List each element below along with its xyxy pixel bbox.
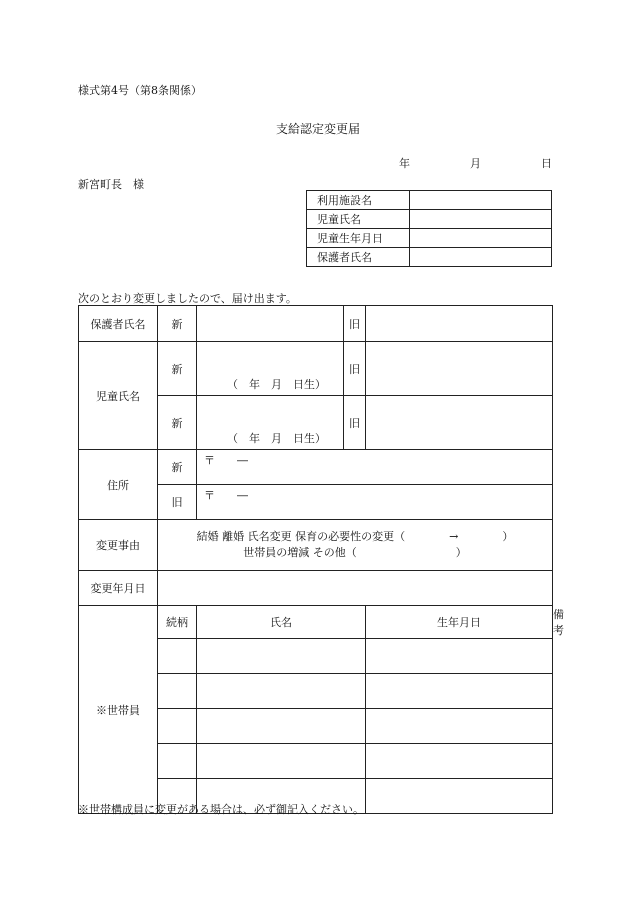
household-birthdate-cell[interactable] xyxy=(366,639,553,674)
address-label: 住所 xyxy=(79,450,158,520)
household-name-cell[interactable] xyxy=(197,744,366,779)
date-month: 月 xyxy=(470,157,481,170)
address-old-value[interactable] xyxy=(197,485,553,520)
reason-label: 変更事由 xyxy=(79,520,158,571)
household-header-relationship: 続柄 xyxy=(158,606,197,639)
household-name-cell[interactable] xyxy=(197,674,366,709)
household-relationship-cell[interactable] xyxy=(158,744,197,779)
info-value-child-name[interactable] xyxy=(410,210,552,229)
info-value-guardian-name[interactable] xyxy=(410,248,552,267)
applicant-info-table xyxy=(306,190,552,267)
info-label-facility: 利用施設名 xyxy=(307,191,410,210)
guardian-new-value[interactable] xyxy=(197,306,344,342)
address-old-label: 旧 xyxy=(158,485,197,520)
info-value-child-birthdate[interactable] xyxy=(410,229,552,248)
household-birthdate-cell[interactable] xyxy=(366,779,553,814)
child-old-label-2: 旧 xyxy=(344,396,366,450)
date-day: 日 xyxy=(541,157,552,170)
address-new-label: 新 xyxy=(158,450,197,485)
footnote: ※世帯構成員に変更がある場合は、必ず御記入ください。 xyxy=(78,803,364,816)
change-date-value[interactable] xyxy=(158,571,553,606)
info-value-facility[interactable] xyxy=(410,191,552,210)
addressee: 新宮町長 様 xyxy=(78,178,144,191)
guardian-name-label: 保護者氏名 xyxy=(79,306,158,342)
household-header-name: 氏名 xyxy=(197,606,366,639)
form-title: 支給認定変更届 xyxy=(276,122,361,136)
household-relationship-cell[interactable] xyxy=(158,639,197,674)
guardian-new-label: 新 xyxy=(158,306,197,342)
info-label-child-name: 児童氏名 xyxy=(307,210,410,229)
reason-line-2: 世帯員の増減 その他（ ） xyxy=(243,546,467,559)
household-name-cell[interactable] xyxy=(197,709,366,744)
household-name-cell[interactable] xyxy=(197,639,366,674)
form-number: 様式第4号（第8条関係） xyxy=(78,84,202,97)
postal-mark-old: 〒 ― xyxy=(204,489,248,502)
child-birth-text-1: （ 年 月 日生） xyxy=(227,378,326,391)
change-form-table: 保護者氏名 新 旧 児童氏名 新 （ 年 月 日生） 旧 新 （ 年 月 日生） 旧 住所 新 〒 ― 旧 〒 ― 変更事由 結婚 離婚 氏名変更 保育の必要性の変更（ → ） 世帯員の増減 その他（ ） 変更年月日 ※世帯員 続柄 氏名 生年月日 備考 xyxy=(78,305,553,814)
child-old-label-1: 旧 xyxy=(344,342,366,396)
child-name-label: 児童氏名 xyxy=(79,342,158,450)
household-birthdate-cell[interactable] xyxy=(366,674,553,709)
reason-line-1: 結婚 離婚 氏名変更 保育の必要性の変更（ → ） xyxy=(196,530,514,543)
household-relationship-cell[interactable] xyxy=(158,709,197,744)
child-birth-text-2: （ 年 月 日生） xyxy=(227,432,326,445)
guardian-old-value[interactable] xyxy=(366,306,553,342)
info-label-guardian-name: 保護者氏名 xyxy=(307,248,410,267)
child-new-value-2[interactable] xyxy=(197,396,344,450)
child-new-label-2: 新 xyxy=(158,396,197,450)
date-year: 年 xyxy=(399,157,410,170)
child-old-value-2[interactable] xyxy=(366,396,553,450)
household-birthdate-cell[interactable] xyxy=(366,709,553,744)
address-new-value[interactable] xyxy=(197,450,553,485)
household-birthdate-cell[interactable] xyxy=(366,744,553,779)
change-date-label: 変更年月日 xyxy=(79,571,158,606)
reason-options[interactable] xyxy=(158,520,553,571)
household-label: ※世帯員 xyxy=(79,606,158,814)
intro-text: 次のとおり変更しましたので、届け出ます。 xyxy=(78,292,297,305)
household-relationship-cell[interactable] xyxy=(158,674,197,709)
child-old-value-1[interactable] xyxy=(366,342,553,396)
household-header-birthdate: 生年月日 xyxy=(366,606,553,639)
guardian-old-label: 旧 xyxy=(344,306,366,342)
child-new-label-1: 新 xyxy=(158,342,197,396)
child-new-value-1[interactable] xyxy=(197,342,344,396)
postal-mark-new: 〒 ― xyxy=(204,454,248,467)
info-label-child-birthdate: 児童生年月日 xyxy=(307,229,410,248)
